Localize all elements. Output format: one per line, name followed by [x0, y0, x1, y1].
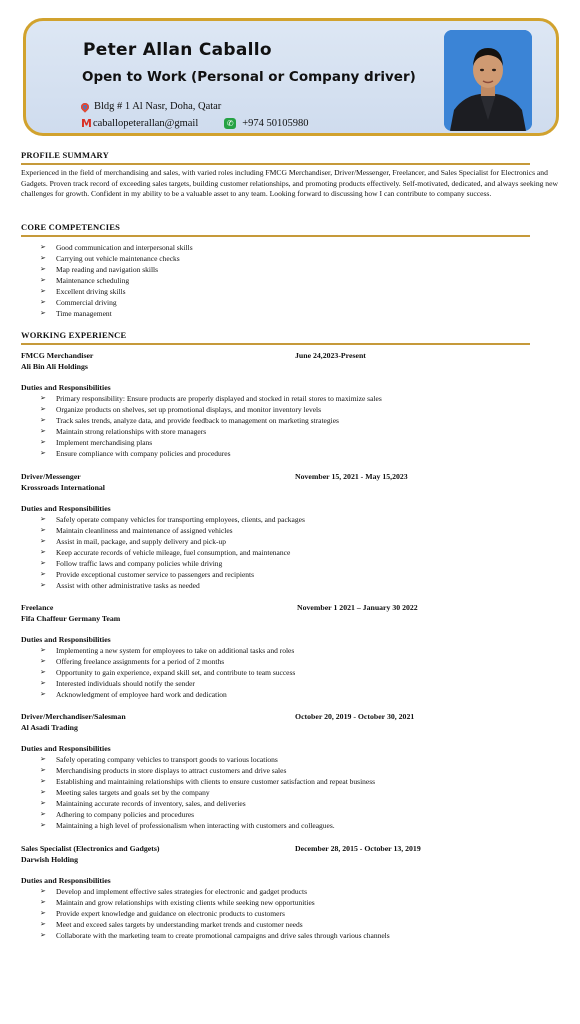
job-date: October 20, 2019 - October 30, 2021 [295, 712, 415, 721]
competency-item: ➢ Good communication and interpersonal skills [40, 242, 193, 253]
duty-item: ➢ Assist with other administrative tasks as needed [40, 580, 305, 591]
duty-item: ➢ Maintaining accurate records of inventory, sales, and deliveries [40, 798, 375, 809]
job-date: November 1 2021 – January 30 2022 [297, 603, 418, 612]
job-title: Driver/Messenger [21, 472, 81, 481]
duty-item: ➢ Maintain cleanliness and maintenance of assigned vehicles [40, 525, 305, 536]
duty-item: ➢ Meeting sales targets and goals set by the company [40, 787, 375, 798]
candidate-name: Peter Allan Caballo [83, 40, 272, 60]
duty-item: ➢ Opportunity to gain experience, expand skill set, and contribute to team success [40, 667, 295, 678]
competency-item: ➢ Time management [40, 308, 193, 319]
core-competencies-heading: CORE COMPETENCIES [21, 222, 530, 237]
profile-photo [444, 30, 532, 131]
location-pin-icon [79, 101, 90, 112]
candidate-role: Open to Work (Personal or Company driver) [82, 69, 416, 85]
duty-item: ➢ Provide exceptional customer service to passengers and recipients [40, 569, 305, 580]
duties-label: Duties and Responsibilities [21, 504, 111, 513]
competency-item: ➢ Map reading and navigation skills [40, 264, 193, 275]
gmail-icon: M [81, 117, 92, 130]
job-company: Al Asadi Trading [21, 723, 78, 732]
profile-summary-heading: PROFILE SUMMARY [21, 150, 530, 165]
competency-item: ➢ Commercial driving [40, 297, 193, 308]
duties-label: Duties and Responsibilities [21, 876, 111, 885]
duties-list [40, 645, 295, 700]
header-card [23, 18, 559, 136]
duties-label: Duties and Responsibilities [21, 744, 111, 753]
portrait-image [444, 30, 532, 131]
job-date: December 28, 2015 - October 13, 2019 [295, 844, 421, 853]
duty-item: ➢ Adhering to company policies and procedures [40, 809, 375, 820]
profile-summary-text: Experienced in the field of merchandising and sales, with varied roles including FMCG Merchandiser, Driver/Messenger, Freelancer, and Sales Specialist for Electronics and Gadgets. Proven track record of exceeding sales targets, building customer relationships, and promoting products effectively. Self-motivated, dedicated, and always seeking new challenges for growth. Confident in my ability to be a valuable asset to any team. Looking forward to discussing how I can contribute to company success. [21, 168, 558, 198]
duty-item: ➢ Primary responsibility: Ensure products are properly displayed and stocked in retail stores to maximize sales [40, 393, 382, 404]
job-company: Darwish Holding [21, 855, 78, 864]
duty-item: ➢ Merchandising products in store displays to attract customers and drive sales [40, 765, 375, 776]
job-title: Driver/Merchandiser/Salesman [21, 712, 126, 721]
email-text[interactable]: caballopeterallan@gmail [92, 118, 199, 129]
duties-list [40, 754, 375, 831]
job-company: Krossroads International [21, 483, 105, 492]
competency-item: ➢ Excellent driving skills [40, 286, 193, 297]
duty-item: ➢ Provide expert knowledge and guidance on electronic products to customers [40, 908, 390, 919]
duty-item: ➢ Implement merchandising plans [40, 437, 382, 448]
phone-text[interactable]: +974 50105980 [242, 118, 309, 129]
address-text: Bldg # 1 Al Nasr, Doha, Qatar [94, 101, 222, 112]
competencies-list [40, 242, 193, 319]
duty-item: ➢ Interested individuals should notify the sender [40, 678, 295, 689]
job-company: Ali Bin Ali Holdings [21, 362, 88, 371]
duties-list [40, 886, 390, 941]
job-date: June 24,2023-Present [295, 351, 366, 360]
job-title: Sales Specialist (Electronics and Gadgets) [21, 844, 160, 853]
duties-list [40, 393, 382, 459]
duty-item: ➢ Assist in mail, package, and supply delivery and pick-up [40, 536, 305, 547]
job-date: November 15, 2021 - May 15,2023 [295, 472, 408, 481]
competency-item: ➢ Carrying out vehicle maintenance checks [40, 253, 193, 264]
duties-label: Duties and Responsibilities [21, 383, 111, 392]
duty-item: ➢ Track sales trends, analyze data, and provide feedback to management on marketing strategies [40, 415, 382, 426]
duty-item: ➢ Maintaining a high level of professionalism when interacting with customers and colleagues. [40, 820, 375, 831]
duty-item: ➢ Collaborate with the marketing team to create promotional campaigns and drive sales through various channels [40, 930, 390, 941]
competency-item: ➢ Maintenance scheduling [40, 275, 193, 286]
phone-icon: ✆ [224, 118, 236, 129]
duties-label: Duties and Responsibilities [21, 635, 111, 644]
duty-item: ➢ Keep accurate records of vehicle mileage, fuel consumption, and maintenance [40, 547, 305, 558]
duty-item: ➢ Ensure compliance with company policies and procedures [40, 448, 382, 459]
duty-item: ➢ Develop and implement effective sales strategies for electronic and gadget products [40, 886, 390, 897]
duty-item: ➢ Acknowledgment of employee hard work and dedication [40, 689, 295, 700]
duties-list [40, 514, 305, 591]
duty-item: ➢ Safely operate company vehicles for transporting employees, clients, and packages [40, 514, 305, 525]
duty-item: ➢ Organize products on shelves, set up promotional displays, and monitor inventory levels [40, 404, 382, 415]
duty-item: ➢ Maintain strong relationships with store managers [40, 426, 382, 437]
duty-item: ➢ Offering freelance assignments for a period of 2 months [40, 656, 295, 667]
job-title: FMCG Merchandiser [21, 351, 94, 360]
duty-item: ➢ Safely operating company vehicles to transport goods to various locations [40, 754, 375, 765]
job-company: Fifa Chaffeur Germany Team [21, 614, 121, 623]
duty-item: ➢ Maintain and grow relationships with existing clients while seeking new opportunities [40, 897, 390, 908]
job-title: Freelance [21, 603, 54, 612]
working-experience-heading: WORKING EXPERIENCE [21, 330, 530, 345]
duty-item: ➢ Establishing and maintaining relationships with clients to ensure customer satisfaction and repeat business [40, 776, 375, 787]
email-line [81, 118, 309, 129]
address-line [81, 101, 221, 112]
duty-item: ➢ Follow traffic laws and company policies while driving [40, 558, 305, 569]
duty-item: ➢ Meet and exceed sales targets by understanding market trends and customer needs [40, 919, 390, 930]
duty-item: ➢ Implementing a new system for employees to take on additional tasks and roles [40, 645, 295, 656]
